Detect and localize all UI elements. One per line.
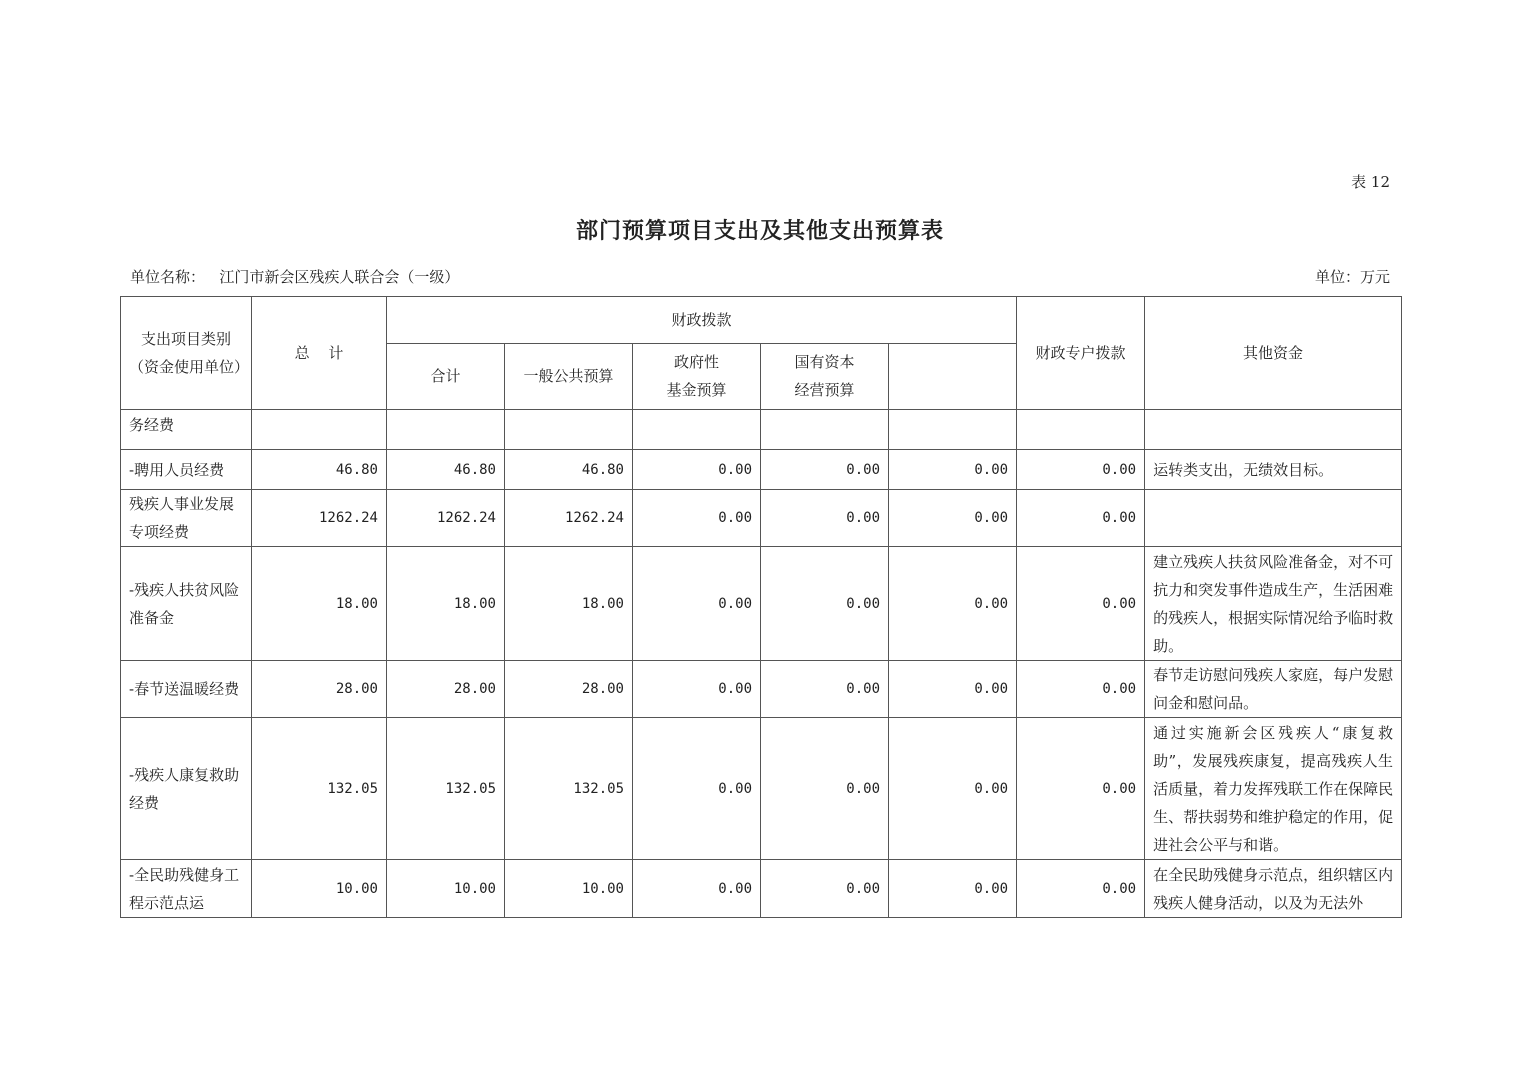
cell-goal: 运转类支出，无绩效目标。 <box>1145 450 1402 490</box>
cell-total: 1262.24 <box>252 490 387 547</box>
cell-general: 132.05 <box>505 718 633 860</box>
cell-gov-fund: 0.00 <box>633 547 761 661</box>
cell-special: 0.00 <box>889 547 1017 661</box>
page-title: 部门预算项目支出及其他支出预算表 <box>575 218 944 244</box>
header-other: 其他资金 <box>1145 297 1402 410</box>
cell-goal: 建立残疾人扶贫风险准备金，对不可抗力和突发事件造成生产，生活困难的残疾人，根据实际情况给予临时救助。 <box>1145 547 1402 661</box>
cell-general: 46.80 <box>505 450 633 490</box>
cell-other: 0.00 <box>1017 860 1145 918</box>
cell-state-capital: 0.00 <box>761 547 889 661</box>
header-category: 支出项目类别（资金使用单位） <box>121 297 252 410</box>
cell-special: 0.00 <box>889 450 1017 490</box>
cell-goal: 春节走访慰问残疾人家庭，每户发慰问金和慰问品。 <box>1145 661 1402 718</box>
unit-name-label: 单位名称： <box>130 268 206 286</box>
table-number: 表 12 <box>1351 173 1390 191</box>
table-row <box>121 860 1402 918</box>
cell-goal: 通过实施新会区残疾人“康复救助”，发展残疾康复，提高残疾人生活质量，着力发挥残联工作在保障民生、帮扶弱势和维护稳定的作用，促进社会公平与和谐。 <box>1145 718 1402 860</box>
cell-state-capital: 0.00 <box>761 718 889 860</box>
cell-special: 0.00 <box>889 661 1017 718</box>
cell-other: 0.00 <box>1017 661 1145 718</box>
cell-general <box>505 410 633 450</box>
cell-other <box>1017 410 1145 450</box>
cell-subtotal: 10.00 <box>387 860 505 918</box>
header-gov-fund-line1: 政府性 <box>673 353 719 372</box>
row-name: -全民助残健身工程示范点运 <box>121 860 252 918</box>
table-row <box>121 718 1402 860</box>
row-name: -春节送温暖经费 <box>121 661 252 718</box>
cell-other: 0.00 <box>1017 547 1145 661</box>
unit-name: 江门市新会区残疾人联合会（一级） <box>219 268 460 286</box>
cell-goal <box>1145 410 1402 450</box>
cell-special: 0.00 <box>889 860 1017 918</box>
header-gov-fund-line2: 基金预算 <box>666 381 727 400</box>
cell-state-capital <box>761 410 889 450</box>
cell-total <box>252 410 387 450</box>
cell-state-capital: 0.00 <box>761 661 889 718</box>
cell-special: 0.00 <box>889 490 1017 547</box>
header-fiscal: 财政拨款 <box>387 297 1017 344</box>
budget-table <box>120 296 1402 918</box>
header-state-capital-line1: 国有资本 <box>794 353 855 372</box>
table-row <box>121 410 1402 450</box>
unit-name-line <box>130 266 459 287</box>
cell-gov-fund: 0.00 <box>633 718 761 860</box>
header-state-capital-line2: 经营预算 <box>794 381 855 400</box>
cell-total: 132.05 <box>252 718 387 860</box>
currency-unit: 单位：万元 <box>1314 268 1390 286</box>
cell-total: 10.00 <box>252 860 387 918</box>
header-total: 总 计 <box>252 297 387 410</box>
header-general: 一般公共预算 <box>505 343 633 409</box>
cell-other: 0.00 <box>1017 718 1145 860</box>
cell-gov-fund: 0.00 <box>633 860 761 918</box>
cell-general: 1262.24 <box>505 490 633 547</box>
cell-other: 0.00 <box>1017 450 1145 490</box>
cell-total: 18.00 <box>252 547 387 661</box>
cell-special <box>889 410 1017 450</box>
table-row <box>121 450 1402 490</box>
header-special: 财政专户拨款 <box>1017 297 1145 410</box>
cell-subtotal: 46.80 <box>387 450 505 490</box>
cell-gov-fund: 0.00 <box>633 661 761 718</box>
cell-general: 10.00 <box>505 860 633 918</box>
cell-subtotal: 132.05 <box>387 718 505 860</box>
row-name: -残疾人康复救助经费 <box>121 718 252 860</box>
cell-gov-fund: 0.00 <box>633 450 761 490</box>
cell-state-capital: 0.00 <box>761 490 889 547</box>
cell-subtotal <box>387 410 505 450</box>
table-row <box>121 661 1402 718</box>
cell-subtotal: 28.00 <box>387 661 505 718</box>
cell-subtotal: 1262.24 <box>387 490 505 547</box>
cell-total: 46.80 <box>252 450 387 490</box>
cell-general: 18.00 <box>505 547 633 661</box>
row-name: 务经费 <box>121 410 252 450</box>
table-row <box>121 490 1402 547</box>
row-name: -聘用人员经费 <box>121 450 252 490</box>
cell-special: 0.00 <box>889 718 1017 860</box>
row-name: -残疾人扶贫风险准备金 <box>121 547 252 661</box>
cell-state-capital: 0.00 <box>761 450 889 490</box>
cell-general: 28.00 <box>505 661 633 718</box>
row-name: 残疾人事业发展专项经费 <box>121 490 252 547</box>
cell-total: 28.00 <box>252 661 387 718</box>
cell-gov-fund <box>633 410 761 450</box>
cell-other: 0.00 <box>1017 490 1145 547</box>
header-state-capital <box>761 343 889 409</box>
cell-goal: 在全民助残健身示范点，组织辖区内残疾人健身活动，以及为无法外 <box>1145 860 1402 918</box>
cell-state-capital: 0.00 <box>761 860 889 918</box>
table-row <box>121 547 1402 661</box>
cell-subtotal: 18.00 <box>387 547 505 661</box>
header-subtotal: 合计 <box>387 343 505 409</box>
header-gov-fund <box>633 343 761 409</box>
cell-gov-fund: 0.00 <box>633 490 761 547</box>
cell-goal <box>1145 490 1402 547</box>
